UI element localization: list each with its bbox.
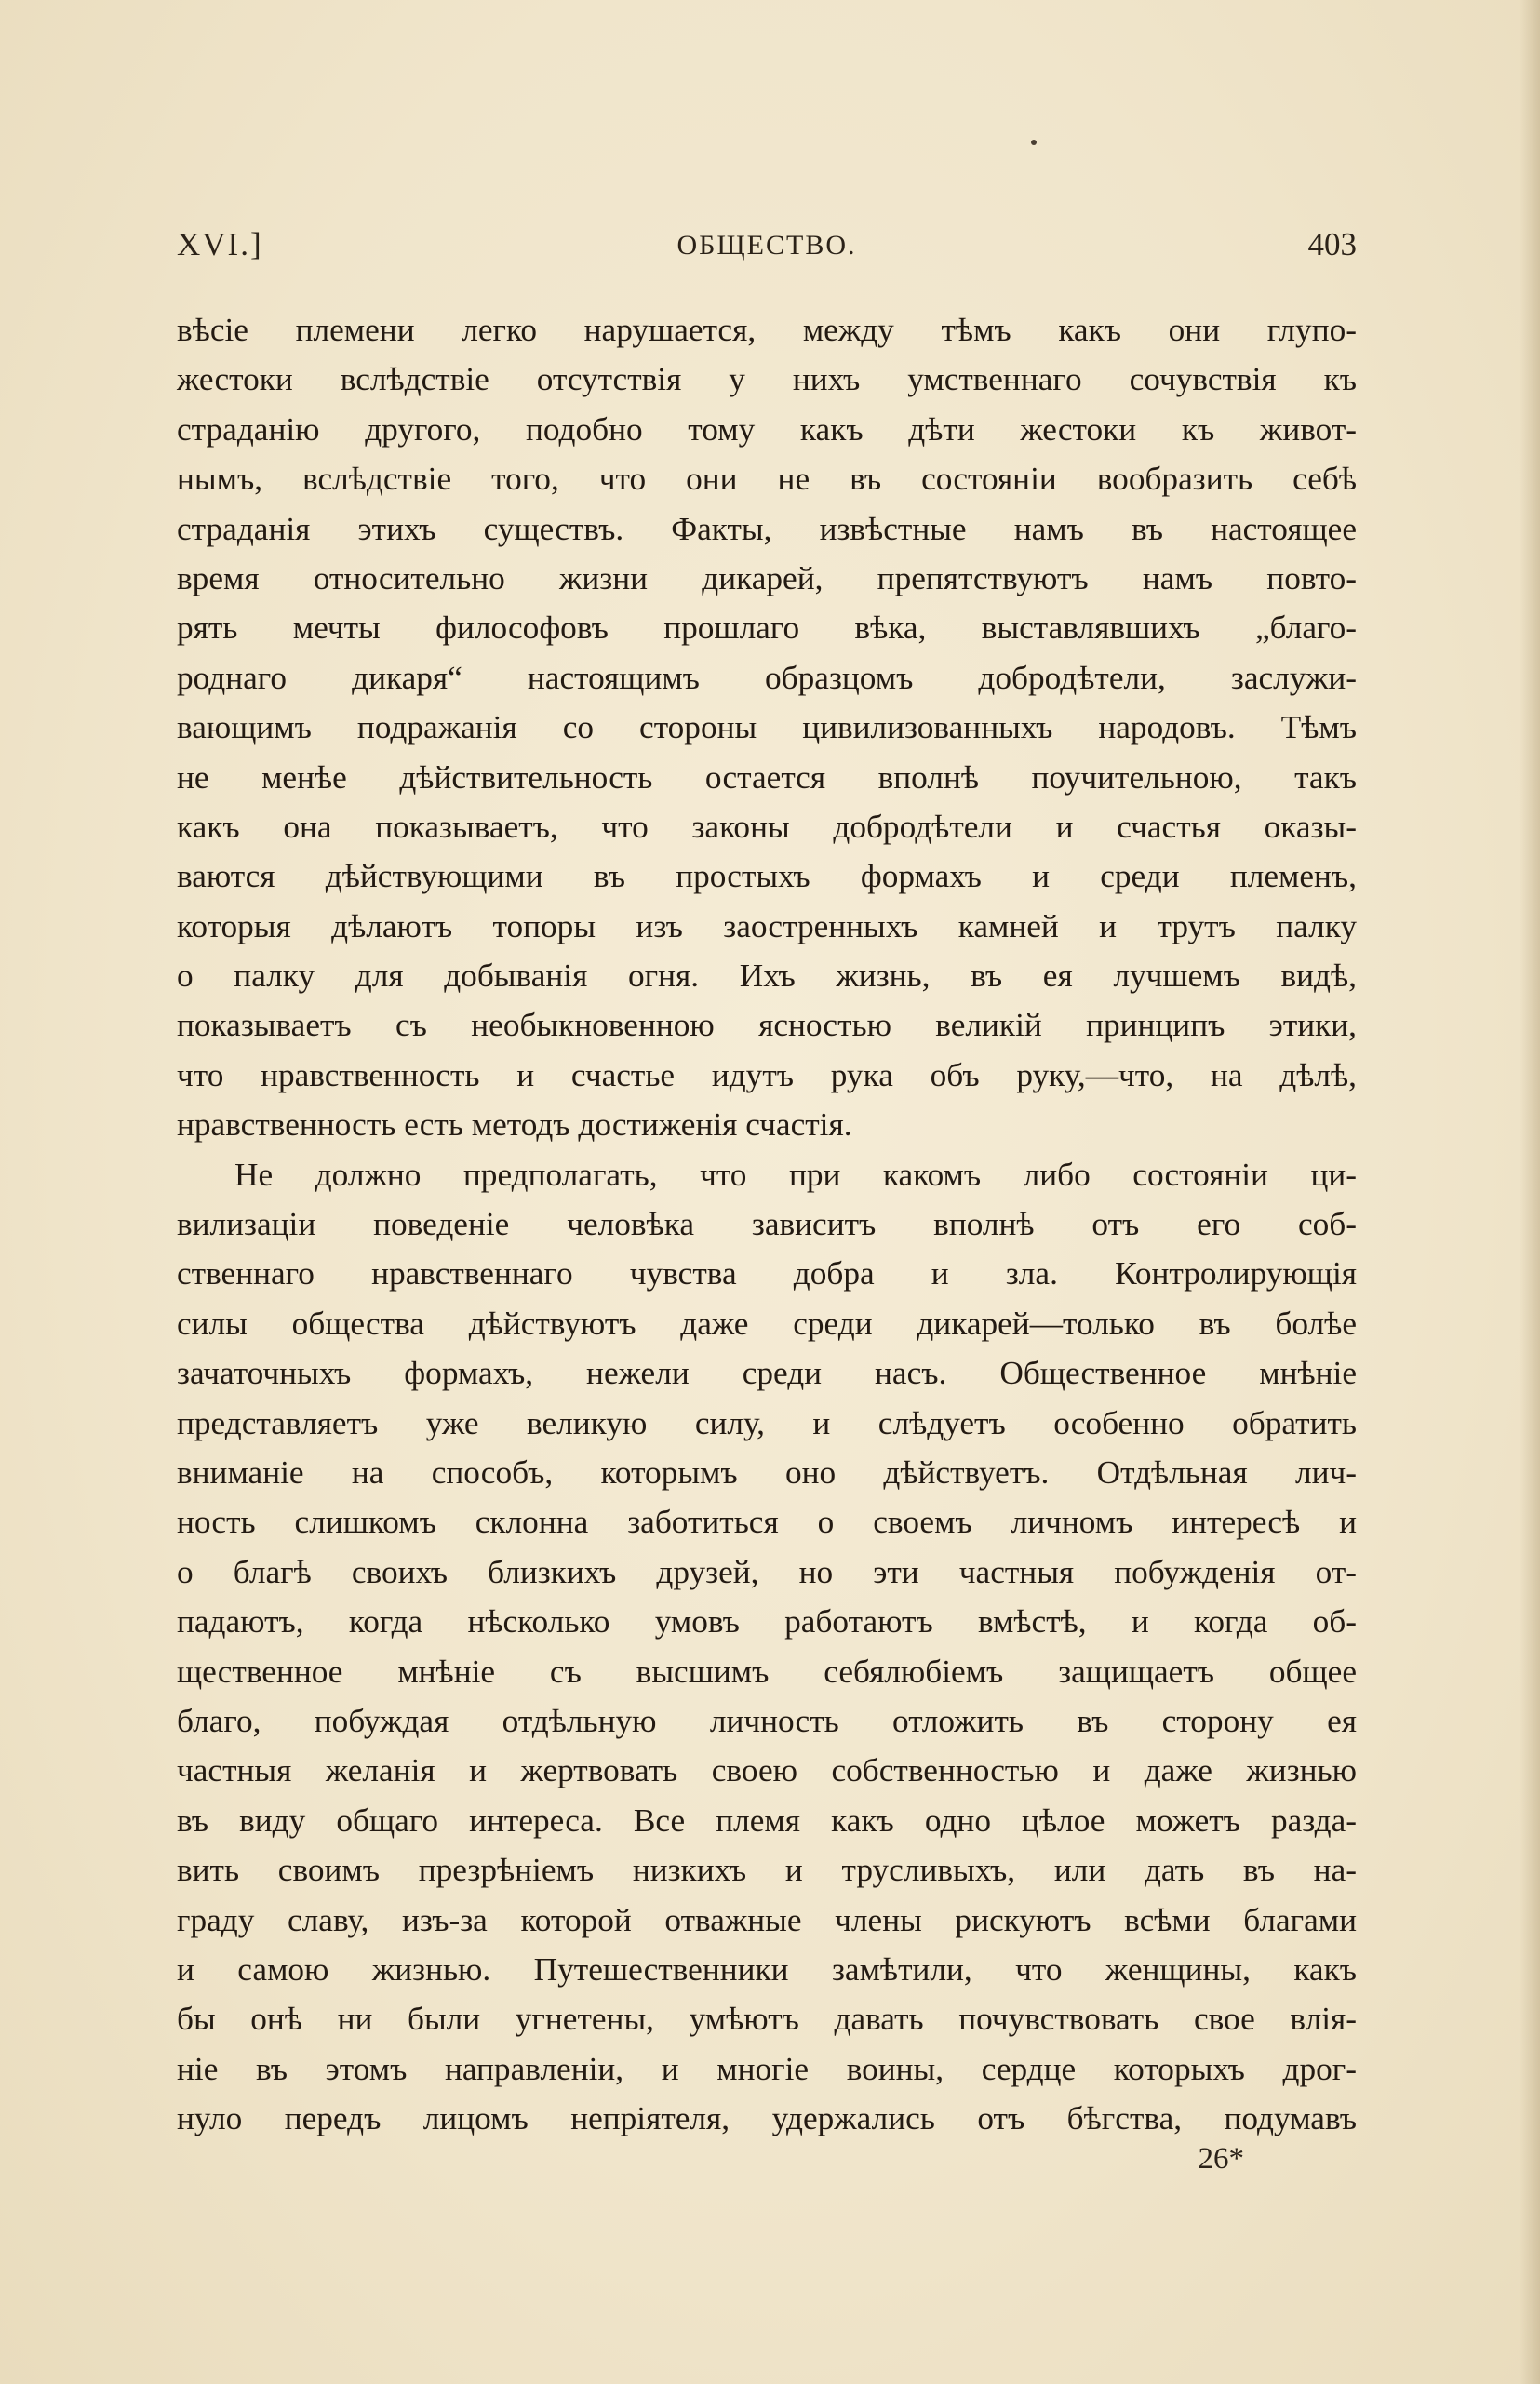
text-line: ніе въ этомъ направленіи, и многіе воины, сердце которыхъ дрог- — [177, 2050, 1357, 2087]
paragraph — [177, 1150, 1357, 2144]
text-line: рять мечты философовъ прошлаго вѣка, выставлявшихъ „благо- — [177, 609, 1357, 647]
text-line: вѣсіе племени легко нарушается, между тѣмъ какъ они глупо- — [177, 312, 1357, 348]
text-line: вниманіе на способъ, которымъ оно дѣйствуетъ. Отдѣльная лич- — [177, 1453, 1357, 1491]
text-line: граду славу, изъ-за которой отважные члены рискуютъ всѣми благами — [177, 1901, 1357, 1938]
text-line: нравственность есть методъ достиженія счастія. — [177, 1106, 852, 1144]
body-text — [177, 305, 1357, 2143]
text-line: время относительно жизни дикарей, препятствуютъ намъ повто- — [177, 559, 1357, 596]
text-line: жестоки вслѣдствіе отсутствія у нихъ умственнаго сочувствія къ — [177, 361, 1357, 398]
text-line: страданію другого, подобно тому какъ дѣти жестоки къ живот- — [177, 410, 1357, 448]
text-line: о благѣ своихъ близкихъ друзей, но эти частныя побужденія от- — [177, 1553, 1357, 1590]
text-line: частныя желанія и жертвовать своею собственностью и даже жизнью — [177, 1752, 1357, 1789]
text-line: вилизаціи поведеніе человѣка зависитъ вполнѣ отъ его соб- — [177, 1206, 1357, 1243]
text-line: благо, побуждая отдѣльную личность отложить въ сторону ея — [177, 1702, 1357, 1739]
text-line: ваются дѣйствующими въ простыхъ формахъ и среди племенъ, — [177, 858, 1357, 895]
text-line: показываетъ съ необыкновенною ясностью великій принципъ этики, — [177, 1007, 1357, 1044]
signature-mark: 26* — [1198, 2142, 1244, 2176]
text-line: которыя дѣлаютъ топоры изъ заостренныхъ камней и трутъ палку — [177, 907, 1357, 944]
text-line: бы онѣ ни были угнетены, умѣютъ давать почувствовать свое влія- — [177, 2001, 1357, 2038]
paper-speck — [1031, 140, 1037, 145]
text-line: какъ она показываетъ, что законы добродѣтели и счастья оказы- — [177, 808, 1357, 845]
text-line: нымъ, вслѣдствіе того, что они не въ состояніи вообразить себѣ — [177, 461, 1357, 498]
text-line: вающимъ подражанія со стороны цивилизованныхъ народовъ. Тѣмъ — [177, 709, 1357, 746]
page-number: 403 — [1307, 226, 1357, 262]
text-line: ность слишкомъ склонна заботиться о своемъ личномъ интересѣ и — [177, 1504, 1357, 1541]
text-line: что нравственность и счастье идутъ рука объ руку,—что, на дѣлѣ, — [177, 1056, 1357, 1093]
text-line: въ виду общаго интереса. Все племя какъ одно цѣлое можетъ разда- — [177, 1801, 1357, 1839]
text-line: силы общества дѣйствуютъ даже среди дикарей—только въ болѣе — [177, 1305, 1357, 1342]
text-line: падаютъ, когда нѣсколько умовъ работаютъ вмѣстѣ, и когда об- — [177, 1603, 1357, 1641]
text-line: щественное мнѣніе съ высшимъ себялюбіемъ защищаетъ общее — [177, 1653, 1357, 1690]
text-line: нуло передъ лицомъ непріятеля, удержались отъ бѣгства, подумавъ — [177, 2100, 1357, 2137]
text-line: представляетъ уже великую силу, и слѣдуетъ особенно обратить — [177, 1404, 1357, 1441]
page-header — [177, 226, 1357, 273]
text-line: Не должно предполагать, что при какомъ либо состояніи ци- — [234, 1156, 1357, 1193]
text-line: о палку для добыванія огня. Ихъ жизнь, въ ея лучшемъ видѣ, — [177, 958, 1357, 995]
text-line: не менѣе дѣйствительность остается вполнѣ поучительною, такъ — [177, 758, 1357, 796]
text-line: вить своимъ презрѣніемъ низкихъ и трусливыхъ, или дать въ на- — [177, 1852, 1357, 1889]
text-line: роднаго дикаря“ настоящимъ образцомъ добродѣтели, заслужи- — [177, 659, 1357, 696]
running-title: ОБЩЕСТВО. — [676, 230, 857, 261]
text-line: ственнаго нравственнаго чувства добра и зла. Контролирующія — [177, 1255, 1357, 1292]
text-line: страданія этихъ существъ. Факты, извѣстные намъ въ настоящее — [177, 510, 1357, 547]
paragraph — [177, 305, 1357, 1150]
chapter-number: XVI.] — [177, 226, 263, 262]
text-line: и самою жизнью. Путешественники замѣтили, что женщины, какъ — [177, 1950, 1357, 1988]
page-edge-shadow — [1520, 0, 1540, 2384]
text-line: зачаточныхъ формахъ, нежели среди насъ. Общественное мнѣніе — [177, 1355, 1357, 1392]
